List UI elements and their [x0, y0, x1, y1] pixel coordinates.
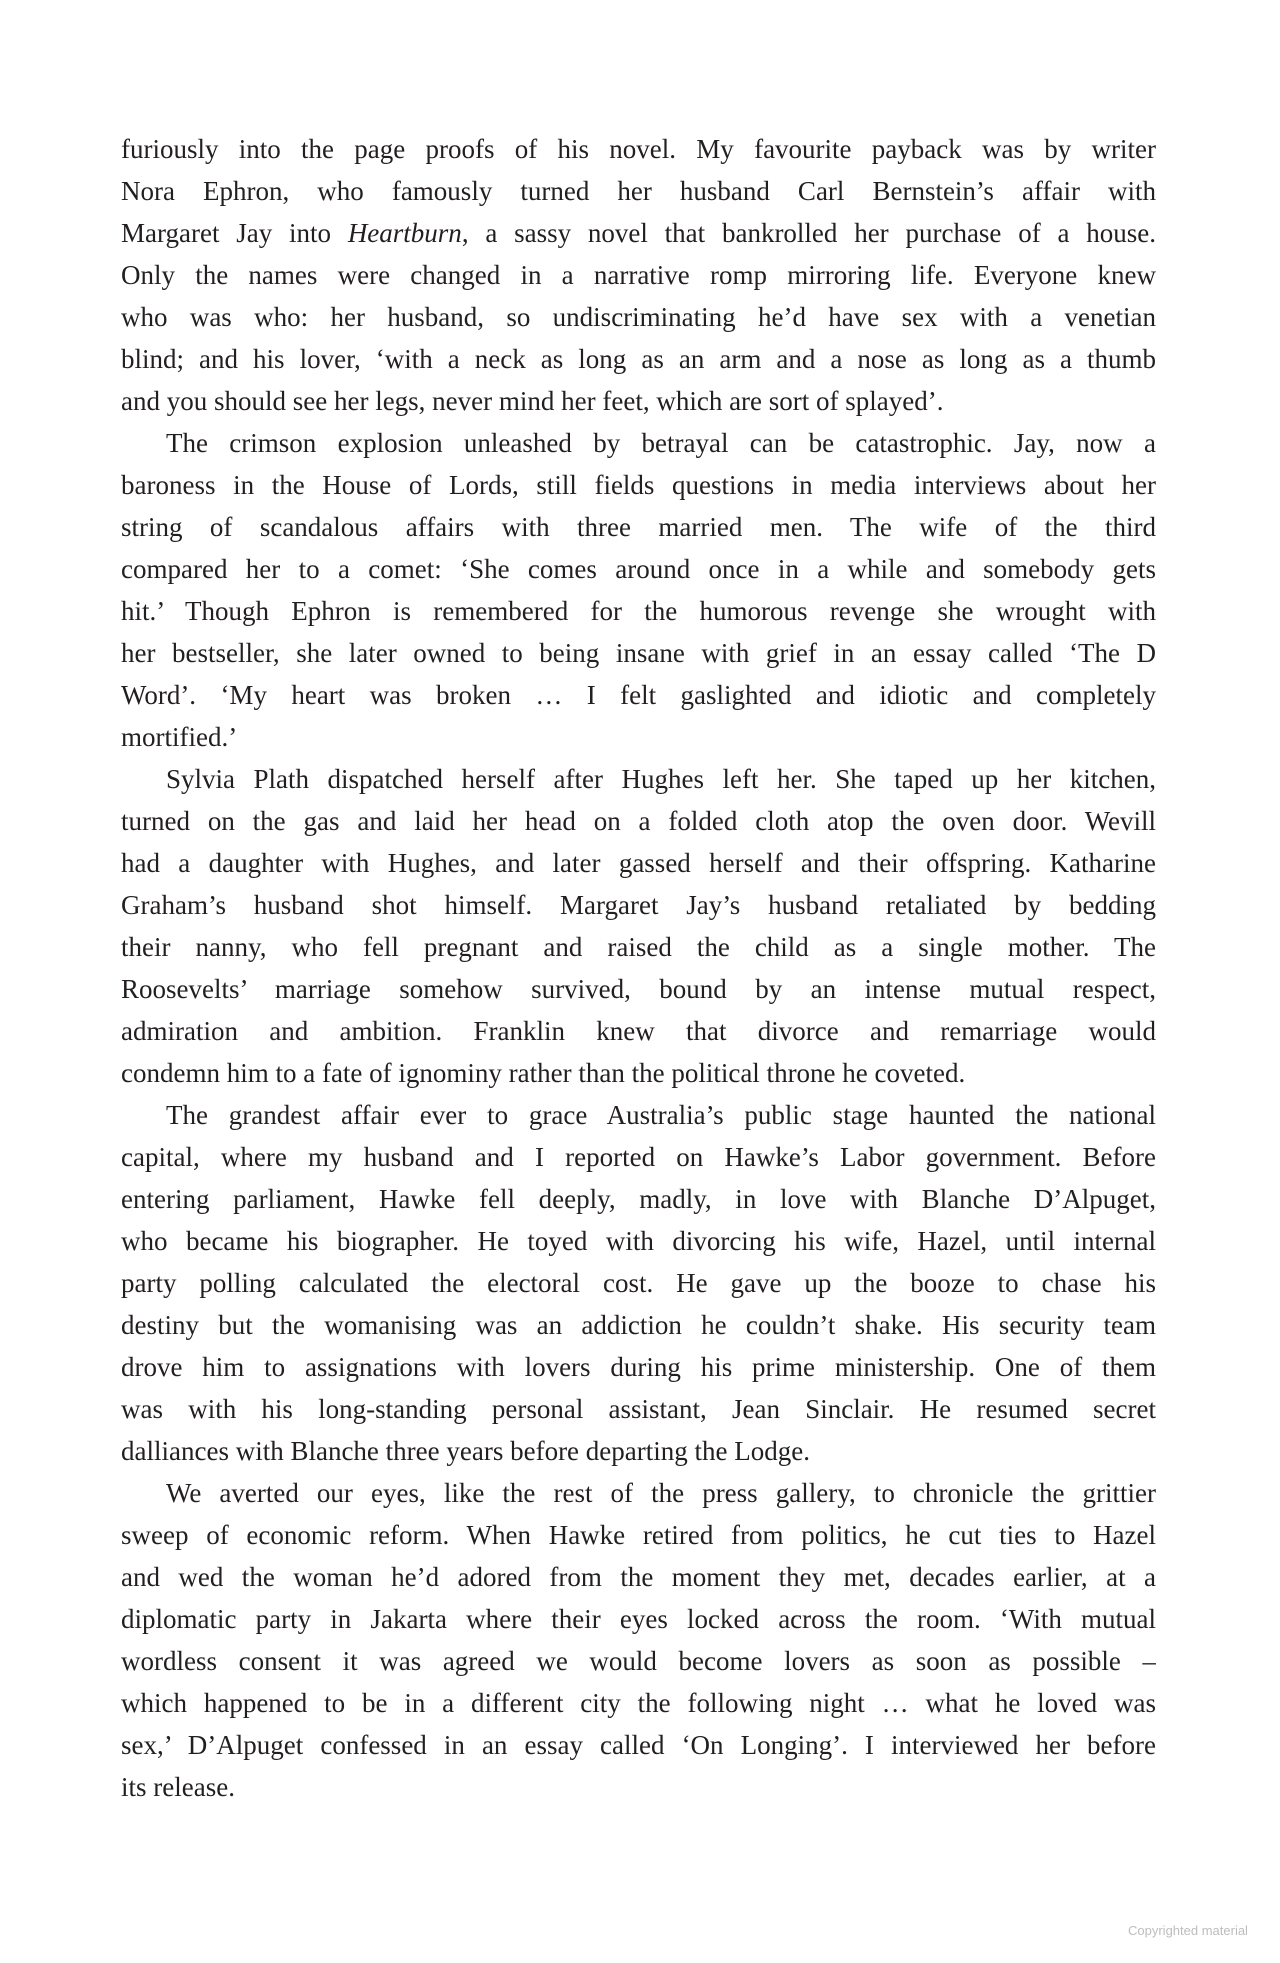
paragraph-2 — [121, 422, 1156, 758]
text-line: The grandest affair ever to grace Australia’s public stage haunted the national — [166, 1100, 1156, 1130]
text-line: sex,’ D’Alpuget confessed in an essay called ‘On Longing’. I interviewed her before — [121, 1730, 1156, 1760]
text-line: Sylvia Plath dispatched herself after Hughes left her. She taped up her kitchen, — [166, 764, 1156, 794]
text-line: hit.’ Though Ephron is remembered for the humorous revenge she wrought with — [121, 596, 1156, 626]
text-line: blind; and his lover, ‘with a neck as long as an arm and a nose as long as a thumb — [121, 344, 1156, 374]
text-line: furiously into the page proofs of his novel. My favourite payback was by writer — [121, 134, 1156, 164]
paragraph-3 — [121, 758, 1156, 1094]
text-line: who became his biographer. He toyed with divorcing his wife, Hazel, until internal — [121, 1226, 1156, 1256]
text-line: and wed the woman he’d adored from the moment they met, decades earlier, at a — [121, 1562, 1156, 1592]
text-line: and you should see her legs, never mind her feet, which are sort of splayed’. — [121, 386, 944, 416]
text-line: sweep of economic reform. When Hawke retired from politics, he cut ties to Hazel — [121, 1520, 1156, 1550]
book-page-body — [121, 128, 1156, 1808]
copyright-watermark: Copyrighted material — [1128, 1923, 1248, 1938]
text-line: Nora Ephron, who famously turned her husband Carl Bernstein’s affair with — [121, 176, 1156, 206]
paragraph-1 — [121, 128, 1156, 422]
text-line: diplomatic party in Jakarta where their eyes locked across the room. ‘With mutual — [121, 1604, 1156, 1634]
text-line: turned on the gas and laid her head on a folded cloth atop the oven door. Wevill — [121, 806, 1156, 836]
text-line: We averted our eyes, like the rest of the press gallery, to chronicle the grittier — [166, 1478, 1156, 1508]
text-line: drove him to assignations with lovers during his prime ministership. One of them — [121, 1352, 1156, 1382]
text-line: wordless consent it was agreed we would become lovers as soon as possible – — [121, 1646, 1156, 1676]
text-line: destiny but the womanising was an addiction he couldn’t shake. His security team — [121, 1310, 1156, 1340]
text-line: string of scandalous affairs with three married men. The wife of the third — [121, 512, 1156, 542]
text-line: capital, where my husband and I reported on Hawke’s Labor government. Before — [121, 1142, 1156, 1172]
text-line: Roosevelts’ marriage somehow survived, bound by an intense mutual respect, — [121, 974, 1156, 1004]
text-line: its release. — [121, 1772, 235, 1802]
text-line: party polling calculated the electoral cost. He gave up the booze to chase his — [121, 1268, 1156, 1298]
text-line: had a daughter with Hughes, and later gassed herself and their offspring. Katharine — [121, 848, 1156, 878]
paragraph-4 — [121, 1094, 1156, 1472]
text-line: who was who: her husband, so undiscriminating he’d have sex with a venetian — [121, 302, 1156, 332]
text-line: compared her to a comet: ‘She comes around once in a while and somebody gets — [121, 554, 1156, 584]
text-line: admiration and ambition. Franklin knew that divorce and remarriage would — [121, 1016, 1156, 1046]
text-line: their nanny, who fell pregnant and raised the child as a single mother. The — [121, 932, 1156, 962]
text-line: which happened to be in a different city the following night … what he loved was — [121, 1688, 1156, 1718]
text-line: was with his long-standing personal assistant, Jean Sinclair. He resumed secret — [121, 1394, 1156, 1424]
text-line-with-italic-title — [121, 212, 1156, 254]
text-line: baroness in the House of Lords, still fields questions in media interviews about her — [121, 470, 1156, 500]
text-line: dalliances with Blanche three years before departing the Lodge. — [121, 1436, 810, 1466]
text-line: Only the names were changed in a narrative romp mirroring life. Everyone knew — [121, 260, 1156, 290]
text-fragment: Margaret Jay into — [121, 218, 348, 248]
text-line: her bestseller, she later owned to being insane with grief in an essay called ‘The D — [121, 638, 1156, 668]
text-line: condemn him to a fate of ignominy rather than the political throne he coveted. — [121, 1058, 966, 1088]
book-title-italic: Heartburn — [347, 218, 462, 248]
paragraph-5 — [121, 1472, 1156, 1808]
text-line: entering parliament, Hawke fell deeply, madly, in love with Blanche D’Alpuget, — [121, 1184, 1156, 1214]
text-line: The crimson explosion unleashed by betrayal can be catastrophic. Jay, now a — [166, 428, 1156, 458]
text-fragment: , a sassy novel that bankrolled her purchase of a house. — [461, 218, 1156, 248]
text-line: Graham’s husband shot himself. Margaret Jay’s husband retaliated by bedding — [121, 890, 1156, 920]
text-line: Word’. ‘My heart was broken … I felt gaslighted and idiotic and completely — [121, 680, 1156, 710]
text-line: mortified.’ — [121, 722, 238, 752]
